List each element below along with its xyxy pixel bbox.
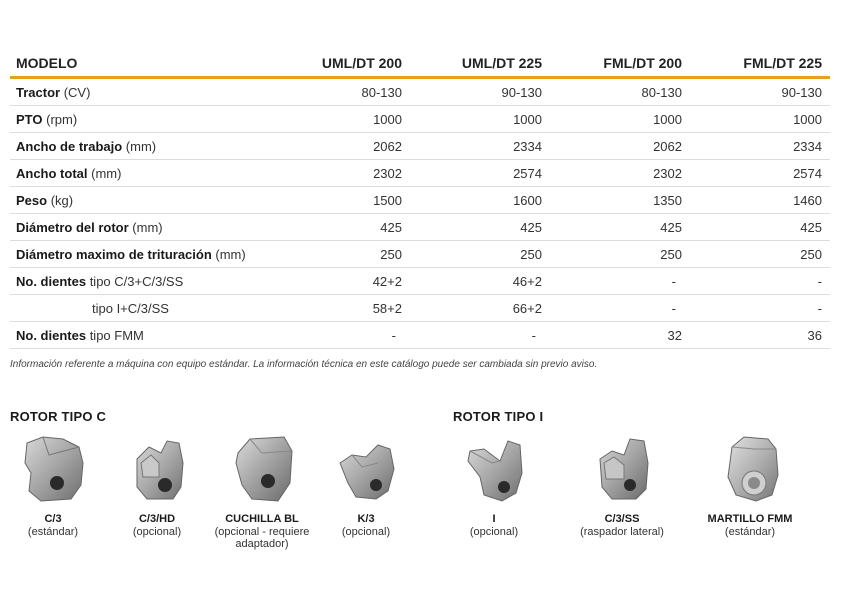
cell: 1500	[280, 187, 410, 214]
cell: 250	[410, 241, 550, 268]
row-label	[10, 268, 280, 295]
cell: 36	[690, 322, 830, 349]
hammer-fmm-icon	[710, 433, 790, 505]
row-label	[10, 160, 280, 187]
cell: 42+2	[280, 268, 410, 295]
label-bold: No. dientes	[16, 327, 87, 343]
label-normal: (CV)	[60, 84, 91, 100]
table-row	[10, 133, 830, 160]
table-row	[10, 214, 830, 241]
cell: 2334	[410, 133, 550, 160]
label-bold: Tractor	[16, 84, 61, 100]
cell: 46+2	[410, 268, 550, 295]
cell: 32	[550, 322, 690, 349]
blade-bl-icon	[222, 433, 302, 505]
cell: 1000	[690, 106, 830, 133]
header-model: MODELO	[10, 52, 280, 78]
row-label	[10, 133, 280, 160]
label-normal: (mm)	[211, 246, 246, 262]
label-normal: (kg)	[47, 192, 74, 208]
tooth-name: K/3	[357, 513, 375, 525]
cell: -	[410, 322, 550, 349]
table-row	[10, 160, 830, 187]
table-header-row	[10, 52, 830, 78]
label-bold: PTO	[16, 111, 43, 127]
cell: 2062	[550, 133, 690, 160]
cell: 425	[280, 214, 410, 241]
label-bold: Peso	[16, 192, 48, 208]
label-bold: Diámetro del rotor	[16, 219, 129, 235]
tooth-i-icon	[454, 433, 534, 505]
cell: 80-130	[280, 78, 410, 106]
label-bold: Ancho total	[16, 165, 88, 181]
row-label	[10, 187, 280, 214]
tooth-name: C/3/HD	[138, 513, 176, 525]
cell: 2302	[280, 160, 410, 187]
tooth-desc: (opcional)	[132, 526, 182, 538]
cell: 425	[550, 214, 690, 241]
spec-table	[10, 52, 830, 349]
cell: 2062	[280, 133, 410, 160]
cell: 1000	[410, 106, 550, 133]
label-bold: Diámetro maximo de trituración	[16, 246, 212, 262]
tooth-desc: (opcional)	[341, 526, 391, 538]
tooth-desc: (raspador lateral)	[580, 526, 664, 538]
tooth-desc: (opcional - requiere adaptador)	[214, 526, 310, 550]
label-normal: (mm)	[128, 219, 163, 235]
cell: -	[550, 295, 690, 322]
header-fml-225: FML/DT 225	[690, 52, 830, 78]
table-row	[10, 268, 830, 295]
label-normal: tipo FMM	[86, 327, 144, 343]
rotor-c-title: ROTOR TIPO C	[10, 409, 107, 424]
cell: 58+2	[280, 295, 410, 322]
table-row	[10, 322, 830, 349]
cell: 80-130	[550, 78, 690, 106]
tooth-k3	[316, 433, 416, 538]
cell: -	[690, 268, 830, 295]
cell: 2574	[690, 160, 830, 187]
cell: 66+2	[410, 295, 550, 322]
table-row	[10, 106, 830, 133]
table-row	[10, 187, 830, 214]
tooth-i	[444, 433, 544, 538]
blade-bl	[212, 433, 312, 550]
cell: 250	[550, 241, 690, 268]
cell: 1350	[550, 187, 690, 214]
rotor-i-title: ROTOR TIPO I	[453, 409, 544, 424]
label-normal: (mm)	[87, 165, 122, 181]
cell: 1460	[690, 187, 830, 214]
row-label	[10, 241, 280, 268]
header-fml-200: FML/DT 200	[550, 52, 690, 78]
tooth-c3	[3, 433, 103, 538]
table-row	[10, 295, 830, 322]
row-label	[10, 214, 280, 241]
table-row	[10, 78, 830, 106]
cell: 1000	[550, 106, 690, 133]
cell: -	[690, 295, 830, 322]
tooth-c3hd-icon	[117, 433, 197, 505]
label-normal: (mm)	[122, 138, 157, 154]
tooth-c3ss	[572, 433, 672, 538]
tooth-name: C/3/SS	[604, 513, 640, 525]
cell: 90-130	[410, 78, 550, 106]
cell: 1600	[410, 187, 550, 214]
row-label	[10, 295, 280, 322]
cell: 2574	[410, 160, 550, 187]
hammer-fmm	[700, 433, 800, 538]
tooth-c3-icon	[13, 433, 93, 505]
tooth-name: CUCHILLA BL	[225, 513, 299, 525]
table-row	[10, 241, 830, 268]
tooth-name: MARTILLO FMM	[707, 513, 793, 525]
row-label	[10, 106, 280, 133]
disclaimer-note: Información referente a máquina con equipo estándar. La información técnica en este catálogo puede ser cambiada sin previo aviso.	[10, 359, 598, 370]
tooth-name: I	[492, 513, 496, 525]
label-normal: (rpm)	[42, 111, 78, 127]
cell: 425	[690, 214, 830, 241]
header-uml-225: UML/DT 225	[410, 52, 550, 78]
label-normal: tipo I+C/3/SS	[92, 300, 169, 316]
cell: 2334	[690, 133, 830, 160]
label-bold: Ancho de trabajo	[16, 138, 123, 154]
header-uml-200: UML/DT 200	[280, 52, 410, 78]
tooth-k3-icon	[326, 433, 406, 505]
tooth-c3ss-icon	[582, 433, 662, 505]
label-bold: No. dientes	[16, 273, 87, 289]
cell: 250	[280, 241, 410, 268]
cell: 2302	[550, 160, 690, 187]
tooth-name: C/3	[44, 513, 62, 525]
row-label	[10, 322, 280, 349]
tooth-c3hd	[107, 433, 207, 538]
row-label	[10, 78, 280, 106]
cell: 425	[410, 214, 550, 241]
tooth-desc: (opcional)	[469, 526, 519, 538]
cell: 90-130	[690, 78, 830, 106]
tooth-desc: (estándar)	[27, 526, 79, 538]
cell: -	[280, 322, 410, 349]
cell: 250	[690, 241, 830, 268]
tooth-desc: (estándar)	[724, 526, 776, 538]
cell: -	[550, 268, 690, 295]
cell: 1000	[280, 106, 410, 133]
label-normal: tipo C/3+C/3/SS	[86, 273, 184, 289]
